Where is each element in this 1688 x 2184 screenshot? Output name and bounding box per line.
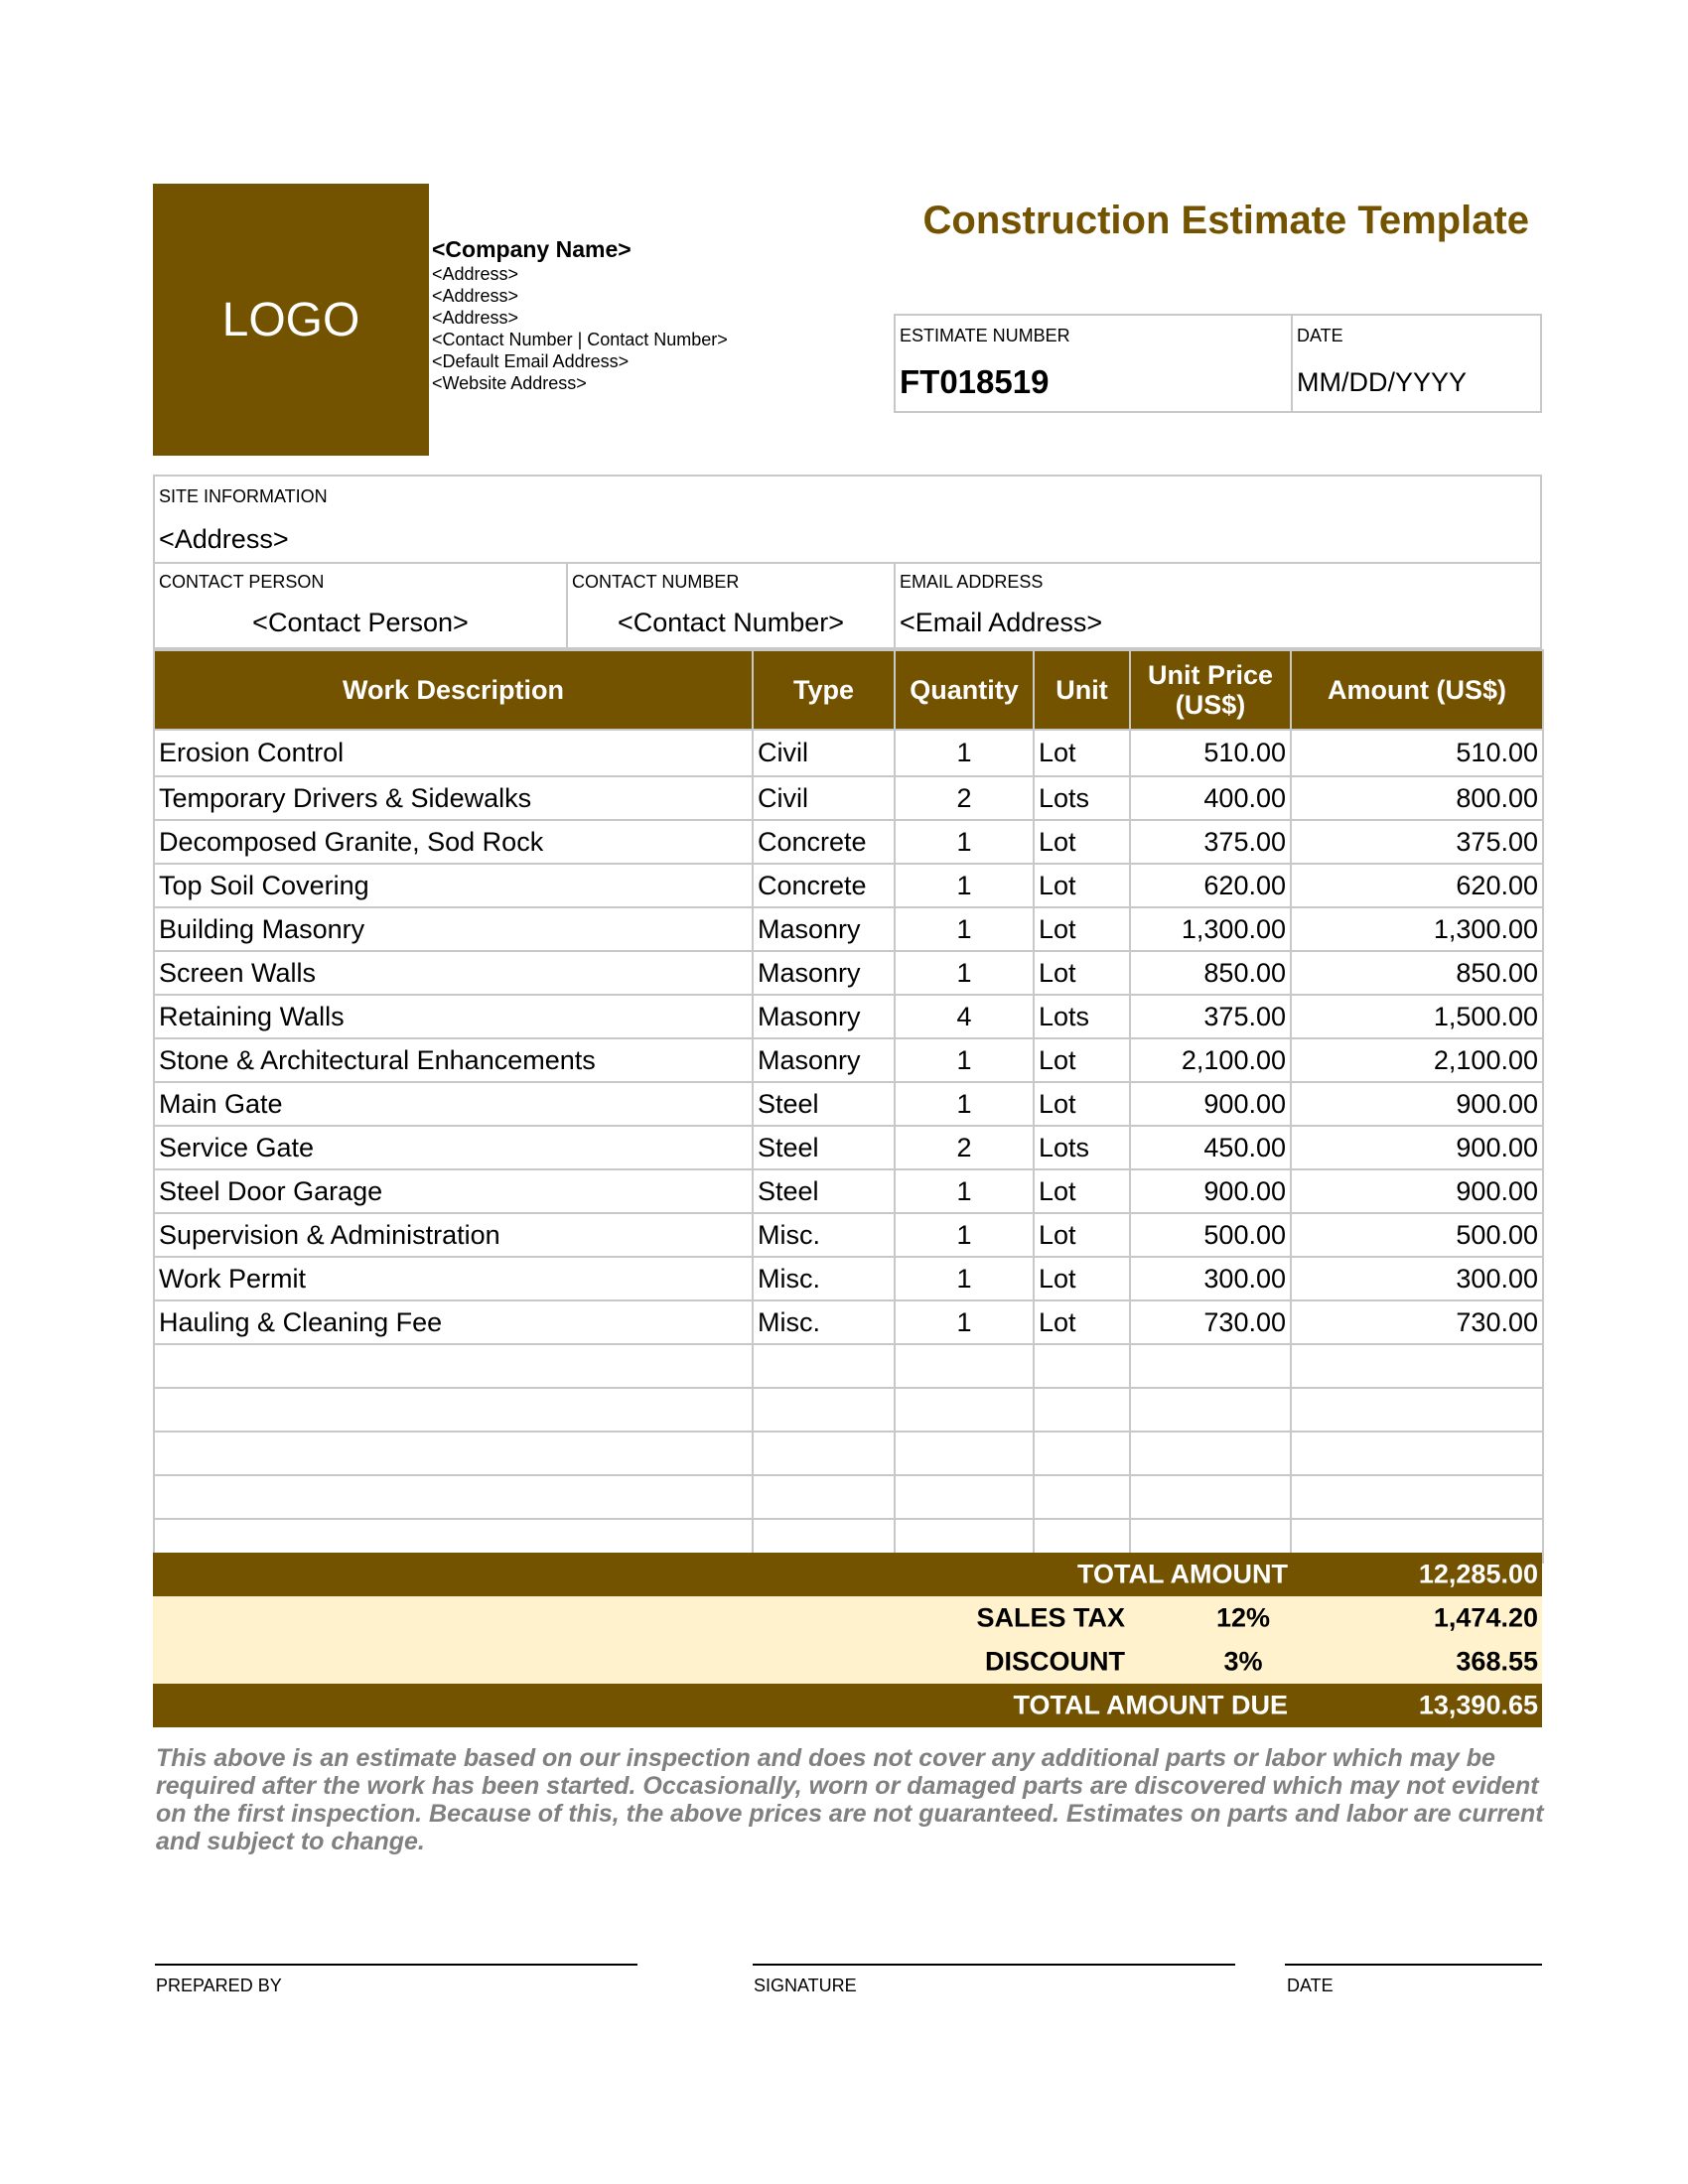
row-description[interactable]: Work Permit	[154, 1257, 753, 1300]
row-quantity[interactable]: 2	[895, 1126, 1034, 1169]
row-description[interactable]	[154, 1388, 753, 1432]
email-address-label: EMAIL ADDRESS	[900, 572, 1044, 592]
row-unit[interactable]: Lot	[1034, 864, 1130, 907]
row-amount[interactable]: 730.00	[1291, 1300, 1543, 1344]
row-unit[interactable]: Lot	[1034, 730, 1130, 776]
company-address-1: <Address>	[432, 264, 519, 284]
sales-tax-row	[153, 1596, 1542, 1640]
estimate-date-cell[interactable]	[1293, 316, 1540, 411]
table-row	[154, 1038, 1543, 1082]
work-items-table	[153, 649, 1544, 1564]
logo-placeholder	[153, 184, 429, 456]
table-row	[154, 1257, 1543, 1300]
row-description[interactable]: Steel Door Garage	[154, 1169, 753, 1213]
unit-price-header-line1: Unit Price	[1147, 660, 1274, 690]
row-type[interactable]	[753, 1344, 895, 1388]
row-unit-price[interactable]: 450.00	[1130, 1126, 1291, 1169]
row-unit[interactable]: Lots	[1034, 1126, 1130, 1169]
tax-discount-block	[153, 1596, 1542, 1684]
discount-label: DISCOUNT	[985, 1646, 1125, 1677]
estimate-date-value: MM/DD/YYYY	[1297, 367, 1468, 397]
row-amount[interactable]: 1,500.00	[1291, 995, 1543, 1038]
row-description[interactable]: Stone & Architectural Enhancements	[154, 1038, 753, 1082]
discount-value: 368.55	[1456, 1646, 1538, 1677]
row-type[interactable]	[753, 1388, 895, 1432]
row-unit[interactable]: Lot	[1034, 820, 1130, 864]
company-address-3: <Address>	[432, 308, 519, 328]
signature-label: SIGNATURE	[754, 1976, 857, 1995]
row-quantity[interactable]: 1	[895, 730, 1034, 776]
company-name: <Company Name>	[432, 236, 632, 262]
row-unit[interactable]: Lots	[1034, 776, 1130, 820]
row-amount[interactable]: 500.00	[1291, 1213, 1543, 1257]
row-amount[interactable]: 850.00	[1291, 951, 1543, 995]
row-quantity[interactable]: 1	[895, 1169, 1034, 1213]
row-unit-price[interactable]: 400.00	[1130, 776, 1291, 820]
row-unit-price[interactable]	[1130, 1475, 1291, 1519]
contact-person-label: CONTACT PERSON	[159, 572, 325, 592]
row-type[interactable]: Masonry	[753, 1038, 895, 1082]
row-description[interactable]: Hauling & Cleaning Fee	[154, 1300, 753, 1344]
row-unit-price[interactable]	[1130, 1344, 1291, 1388]
table-row	[154, 995, 1543, 1038]
row-type[interactable]: Concrete	[753, 820, 895, 864]
row-description[interactable]: Building Masonry	[154, 907, 753, 951]
row-description[interactable]	[154, 1475, 753, 1519]
total-amount-due-label: TOTAL AMOUNT DUE	[1013, 1690, 1288, 1720]
discount-rate[interactable]: 3%	[1223, 1646, 1263, 1677]
row-amount[interactable]: 300.00	[1291, 1257, 1543, 1300]
row-type[interactable]	[753, 1432, 895, 1475]
total-amount-due-value: 13,390.65	[1418, 1690, 1538, 1720]
row-unit[interactable]: Lot	[1034, 1082, 1130, 1126]
row-unit[interactable]: Lot	[1034, 1213, 1130, 1257]
row-description[interactable]	[154, 1344, 753, 1388]
signature-line[interactable]	[753, 1964, 1235, 1966]
row-unit[interactable]: Lot	[1034, 907, 1130, 951]
estimate-number-cell[interactable]	[896, 316, 1293, 411]
row-quantity[interactable]: 1	[895, 1082, 1034, 1126]
table-row	[154, 1388, 1543, 1432]
table-row	[154, 1126, 1543, 1169]
sales-tax-value: 1,474.20	[1433, 1602, 1538, 1633]
prepared-by-label: PREPARED BY	[156, 1976, 282, 1995]
table-row	[154, 1082, 1543, 1126]
document-title: Construction Estimate Template	[922, 199, 1529, 242]
column-header-type: Type	[753, 650, 895, 730]
site-address-value: <Address>	[159, 524, 289, 554]
total-amount-row	[153, 1553, 1542, 1596]
row-type[interactable]: Misc.	[753, 1257, 895, 1300]
row-unit-price[interactable]: 2,100.00	[1130, 1038, 1291, 1082]
row-description[interactable]: Service Gate	[154, 1126, 753, 1169]
company-info	[432, 235, 728, 394]
row-unit-price[interactable]: 375.00	[1130, 820, 1291, 864]
row-type[interactable]: Misc.	[753, 1300, 895, 1344]
table-row	[154, 1432, 1543, 1475]
unit-price-header-line2: (US$)	[1175, 690, 1246, 720]
company-address-2: <Address>	[432, 286, 519, 306]
row-description[interactable]: Decomposed Granite, Sod Rock	[154, 820, 753, 864]
row-unit-price[interactable]: 730.00	[1130, 1300, 1291, 1344]
row-description[interactable]: Supervision & Administration	[154, 1213, 753, 1257]
row-quantity[interactable]: 1	[895, 1213, 1034, 1257]
column-header-unit-price	[1130, 650, 1291, 730]
column-header-amount: Amount (US$)	[1291, 650, 1543, 730]
row-type[interactable]: Civil	[753, 730, 895, 776]
row-description[interactable]	[154, 1432, 753, 1475]
row-quantity[interactable]: 1	[895, 864, 1034, 907]
row-unit-price[interactable]	[1130, 1388, 1291, 1432]
row-type[interactable]: Steel	[753, 1082, 895, 1126]
row-quantity[interactable]: 4	[895, 995, 1034, 1038]
row-quantity[interactable]: 1	[895, 1257, 1034, 1300]
row-unit[interactable]: Lot	[1034, 1038, 1130, 1082]
row-unit-price[interactable]: 500.00	[1130, 1213, 1291, 1257]
table-row	[154, 1169, 1543, 1213]
prepared-by-line[interactable]	[155, 1964, 637, 1966]
table-row	[154, 820, 1543, 864]
row-quantity[interactable]	[895, 1432, 1034, 1475]
estimate-date-label: DATE	[1297, 326, 1343, 345]
row-unit[interactable]: Lot	[1034, 951, 1130, 995]
row-type[interactable]: Civil	[753, 776, 895, 820]
estimate-number-label: ESTIMATE NUMBER	[900, 326, 1070, 345]
row-unit[interactable]: Lots	[1034, 995, 1130, 1038]
column-header-unit: Unit	[1034, 650, 1130, 730]
estimate-number-value: FT018519	[900, 363, 1050, 400]
row-unit[interactable]	[1034, 1432, 1130, 1475]
row-unit[interactable]	[1034, 1388, 1130, 1432]
column-header-quantity: Quantity	[895, 650, 1034, 730]
contact-number-label: CONTACT NUMBER	[572, 572, 740, 592]
table-row	[154, 1300, 1543, 1344]
row-amount[interactable]: 900.00	[1291, 1082, 1543, 1126]
row-unit[interactable]: Lot	[1034, 1300, 1130, 1344]
estimate-info-box	[894, 314, 1542, 413]
row-unit-price[interactable]: 620.00	[1130, 864, 1291, 907]
company-email: <Default Email Address>	[432, 351, 630, 371]
totals-section	[153, 1553, 1542, 1727]
row-unit-price[interactable]: 300.00	[1130, 1257, 1291, 1300]
row-type[interactable]: Concrete	[753, 864, 895, 907]
row-quantity[interactable]: 1	[895, 820, 1034, 864]
row-type[interactable]: Masonry	[753, 907, 895, 951]
row-type[interactable]: Masonry	[753, 951, 895, 995]
table-row	[154, 1475, 1543, 1519]
email-address-value: <Email Address>	[900, 608, 1103, 637]
site-information-label: SITE INFORMATION	[159, 486, 328, 506]
table-row	[154, 951, 1543, 995]
sign-date-label: DATE	[1287, 1976, 1334, 1995]
row-quantity[interactable]: 1	[895, 907, 1034, 951]
row-description[interactable]: Main Gate	[154, 1082, 753, 1126]
site-address-cell[interactable]	[155, 477, 1540, 564]
total-amount-value: 12,285.00	[1418, 1559, 1538, 1589]
row-unit[interactable]	[1034, 1344, 1130, 1388]
row-amount[interactable]: 375.00	[1291, 820, 1543, 864]
row-description[interactable]: Screen Walls	[154, 951, 753, 995]
sign-date-line[interactable]	[1285, 1964, 1542, 1966]
table-row	[154, 1213, 1543, 1257]
contact-person-value: <Contact Person>	[252, 608, 469, 637]
company-contact-number: <Contact Number | Contact Number>	[432, 330, 728, 349]
row-amount[interactable]: 2,100.00	[1291, 1038, 1543, 1082]
row-description[interactable]: Erosion Control	[154, 730, 753, 776]
row-quantity[interactable]: 1	[895, 1300, 1034, 1344]
table-row	[154, 1344, 1543, 1388]
company-website: <Website Address>	[432, 373, 587, 393]
row-quantity[interactable]	[895, 1388, 1034, 1432]
row-amount[interactable]	[1291, 1475, 1543, 1519]
row-type[interactable]	[753, 1475, 895, 1519]
contact-person-cell[interactable]	[155, 564, 568, 649]
row-quantity[interactable]: 2	[895, 776, 1034, 820]
row-quantity[interactable]	[895, 1475, 1034, 1519]
row-unit[interactable]	[1034, 1475, 1130, 1519]
row-type[interactable]: Misc.	[753, 1213, 895, 1257]
total-amount-label: TOTAL AMOUNT	[1077, 1559, 1288, 1589]
row-unit[interactable]: Lot	[1034, 1257, 1130, 1300]
row-type[interactable]: Steel	[753, 1169, 895, 1213]
column-header-description: Work Description	[154, 650, 753, 730]
table-row	[154, 864, 1543, 907]
row-amount[interactable]: 620.00	[1291, 864, 1543, 907]
sales-tax-label: SALES TAX	[976, 1602, 1125, 1633]
row-quantity[interactable]	[895, 1344, 1034, 1388]
site-information-box	[153, 475, 1542, 649]
row-type[interactable]: Steel	[753, 1126, 895, 1169]
row-unit-price[interactable]: 850.00	[1130, 951, 1291, 995]
table-row	[154, 907, 1543, 951]
row-unit-price[interactable]	[1130, 1432, 1291, 1475]
row-amount[interactable]	[1291, 1432, 1543, 1475]
row-quantity[interactable]: 1	[895, 951, 1034, 995]
row-amount[interactable]	[1291, 1344, 1543, 1388]
row-description[interactable]: Temporary Drivers & Sidewalks	[154, 776, 753, 820]
row-amount[interactable]: 900.00	[1291, 1126, 1543, 1169]
table-header-row	[154, 650, 1543, 730]
contact-number-cell[interactable]	[568, 564, 896, 649]
row-amount[interactable]	[1291, 1388, 1543, 1432]
row-unit[interactable]: Lot	[1034, 1169, 1130, 1213]
row-description[interactable]: Retaining Walls	[154, 995, 753, 1038]
email-address-cell[interactable]	[896, 564, 1540, 649]
row-amount[interactable]: 800.00	[1291, 776, 1543, 820]
row-amount[interactable]: 900.00	[1291, 1169, 1543, 1213]
row-type[interactable]: Masonry	[753, 995, 895, 1038]
table-row	[154, 730, 1543, 776]
row-unit-price[interactable]: 510.00	[1130, 730, 1291, 776]
row-amount[interactable]: 510.00	[1291, 730, 1543, 776]
sales-tax-rate[interactable]: 12%	[1215, 1602, 1271, 1633]
table-row	[154, 776, 1543, 820]
row-unit-price[interactable]: 375.00	[1130, 995, 1291, 1038]
contact-number-value: <Contact Number>	[617, 608, 845, 637]
row-description[interactable]: Top Soil Covering	[154, 864, 753, 907]
discount-row	[153, 1640, 1542, 1684]
disclaimer-text: This above is an estimate based on our inspection and does not cover any additional parts or labor which may be required after the work has been started. Occasionally, worn or damaged parts are discovered which may not evident on the first inspection. Because of this, the above prices are not guaranteed. Estimates on parts and labor are current and subject to change.	[156, 1744, 1544, 1855]
row-unit-price[interactable]: 900.00	[1130, 1082, 1291, 1126]
row-unit-price[interactable]: 1,300.00	[1130, 907, 1291, 951]
row-unit-price[interactable]: 900.00	[1130, 1169, 1291, 1213]
row-amount[interactable]: 1,300.00	[1291, 907, 1543, 951]
logo-text: LOGO	[221, 293, 360, 346]
row-quantity[interactable]: 1	[895, 1038, 1034, 1082]
total-amount-due-row	[153, 1684, 1542, 1727]
